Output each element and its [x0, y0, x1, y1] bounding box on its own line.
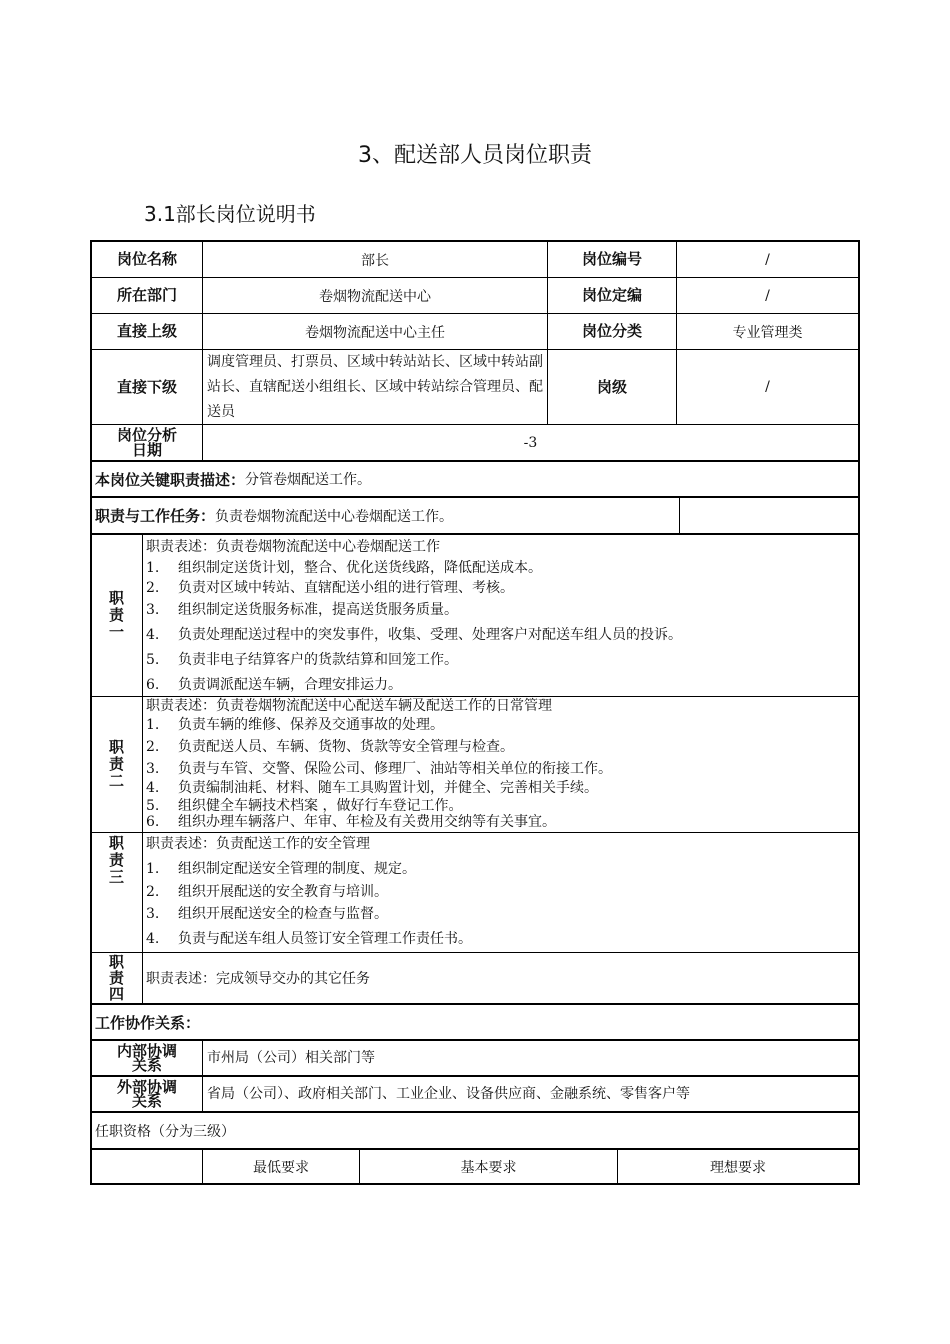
post-name-label: 岗位名称 — [92, 242, 203, 278]
duty-3-desc: 职责表述：负责配送工作的安全管理 — [146, 836, 370, 852]
cooperation-row — [92, 1005, 858, 1041]
list-item — [146, 739, 514, 755]
item-number: 1. — [146, 861, 160, 877]
department-label: 所在部门 — [92, 278, 203, 314]
duty-4-label — [92, 953, 143, 1005]
duty-4-label-text: 职责四 — [109, 953, 125, 1003]
internal-coordination-value: 市州局（公司）相关部门等 — [203, 1041, 858, 1077]
item-number: 4. — [146, 931, 160, 947]
item-text: 负责处理配送过程中的突发事件，收集、受理、处理客户对配送车组人员的投诉。 — [178, 627, 682, 643]
superior-label: 直接上级 — [92, 314, 203, 350]
item-number: 2. — [146, 580, 160, 596]
subordinate-label: 直接下级 — [92, 350, 203, 425]
superior-value: 卷烟物流配送中心主任 — [203, 314, 548, 350]
item-text: 负责配送人员、车辆、货物、货款等安全管理与检查。 — [178, 739, 514, 755]
item-text: 组织开展配送的安全教育与培训。 — [178, 884, 388, 900]
item-text: 组织制定送货服务标准，提高送货服务质量。 — [178, 602, 458, 618]
item-text: 负责与车管、交警、保险公司、修理厂、油站等相关单位的衔接工作。 — [178, 761, 612, 777]
subordinate-value — [203, 350, 548, 425]
item-number: 2. — [146, 739, 160, 755]
duty-4-content — [143, 953, 858, 1005]
qualification-ideal-header: 理想要求 — [710, 1159, 766, 1176]
page-title: 3、配送部人员岗位职责 — [358, 143, 592, 168]
duty-2-label-text: 职责二 — [109, 738, 125, 790]
item-text: 负责对区域中转站、直辖配送小组的进行管理、考核。 — [178, 580, 514, 596]
item-text: 组织开展配送安全的检查与监督。 — [178, 906, 388, 922]
item-number: 1. — [146, 717, 160, 733]
qualification-label: 任职资格（分为三级） — [95, 1123, 235, 1140]
list-item — [146, 861, 416, 877]
item-text: 组织制定送货计划，整合、优化送货线路，降低配送成本。 — [178, 560, 542, 576]
key-duty-label: 本岗位关键职责描述： — [95, 470, 246, 489]
duty-3-content — [143, 833, 858, 953]
qualification-basic-header: 基本要求 — [360, 1150, 618, 1183]
duty-2-desc: 职责表述：负责卷烟物流配送中心配送车辆及配送工作的日常管理 — [146, 698, 552, 714]
item-number: 5. — [146, 798, 160, 814]
tasks-empty-cell — [680, 498, 858, 535]
external-coordination-label: 外部协调关系 — [92, 1077, 203, 1113]
list-item — [146, 906, 388, 922]
post-code-label: 岗位编号 — [548, 242, 677, 278]
key-duty-value: 分管卷烟配送工作。 — [245, 472, 372, 488]
cooperation-label: 工作协作关系： — [95, 1013, 201, 1032]
post-category-value: 专业管理类 — [677, 314, 858, 350]
post-grade-label: 岗级 — [548, 350, 677, 425]
qualification-min-header: 最低要求 — [203, 1150, 360, 1183]
item-text: 负责与配送车组人员签订安全管理工作责任书。 — [178, 931, 472, 947]
item-number: 3. — [146, 761, 160, 777]
post-name-value: 部长 — [203, 242, 548, 278]
key-duty-row — [92, 462, 858, 498]
item-number: 6. — [146, 814, 160, 830]
post-quota-label: 岗位定编 — [548, 278, 677, 314]
duty-2-content — [143, 697, 858, 833]
duty-4-desc: 职责表述：完成领导交办的其它任务 — [146, 971, 370, 987]
item-number: 4. — [146, 780, 160, 796]
item-text: 负责非电子结算客户的货款结算和回笼工作。 — [178, 652, 458, 668]
item-number: 6. — [146, 677, 160, 693]
tasks-label: 职责与工作任务： — [95, 507, 216, 525]
list-item — [146, 652, 458, 668]
list-item — [146, 602, 458, 618]
post-grade-value: / — [677, 350, 858, 425]
item-text: 组织制定配送安全管理的制度、规定。 — [178, 861, 416, 877]
list-item — [146, 717, 444, 733]
item-text: 负责调派配送车辆，合理安排运力。 — [178, 677, 402, 693]
duty-2-label — [92, 697, 143, 833]
item-text: 组织健全车辆技术档案 ，做好行车登记工作。 — [178, 798, 463, 814]
item-number: 3. — [146, 906, 160, 922]
internal-coordination-label: 内部协调关系 — [92, 1041, 203, 1077]
post-code-value: / — [677, 242, 858, 278]
list-item — [146, 677, 402, 693]
item-text: 负责车辆的维修、保养及交通事故的处理。 — [178, 717, 444, 733]
qualification-empty-cell — [92, 1150, 203, 1183]
item-text: 组织办理车辆落户、年审、年检及有关费用交纳等有关事宜。 — [178, 814, 556, 830]
analysis-date-label: 岗位分析日期 — [92, 425, 203, 462]
duty-1-label — [92, 535, 143, 697]
qualification-row — [92, 1113, 858, 1150]
list-item — [146, 761, 612, 777]
post-quota-value: / — [677, 278, 858, 314]
duty-3-label — [92, 833, 143, 953]
list-item — [146, 627, 682, 643]
department-value: 卷烟物流配送中心 — [203, 278, 548, 314]
list-item — [146, 884, 388, 900]
item-number: 4. — [146, 627, 160, 643]
item-text: 负责编制油耗、材料、随车工具购置计划，并健全、完善相关手续。 — [178, 780, 598, 796]
list-item — [146, 560, 542, 576]
tasks-value: 负责卷烟物流配送中心卷烟配送工作。 — [215, 508, 454, 525]
analysis-date-value: -3 — [203, 425, 858, 462]
list-item — [146, 814, 556, 830]
tasks-row — [92, 498, 680, 535]
list-item — [146, 798, 462, 814]
section-subtitle: 3.1部长岗位说明书 — [144, 202, 316, 226]
duty-1-content — [143, 535, 858, 697]
item-number: 5. — [146, 652, 160, 668]
list-item — [146, 780, 598, 796]
list-item — [146, 580, 514, 596]
duty-1-label-text: 职责一 — [109, 589, 125, 641]
item-number: 1. — [146, 560, 160, 576]
job-description-table — [90, 240, 860, 1185]
item-number: 3. — [146, 602, 160, 618]
duty-3-label-text: 职责三 — [109, 834, 125, 886]
post-category-label: 岗位分类 — [548, 314, 677, 350]
external-coordination-value: 省局（公司）、政府相关部门、工业企业、设备供应商、金融系统、零售客户等 — [203, 1077, 858, 1113]
duty-1-desc: 职责表述：负责卷烟物流配送中心卷烟配送工作 — [146, 539, 440, 555]
list-item — [146, 931, 472, 947]
item-number: 2. — [146, 884, 160, 900]
subordinate-text: 调度管理员、打票员、区域中转站站长、区域中转站副站长、直辖配送小组组长、区域中转站综合管理员、配送员 — [207, 353, 543, 420]
